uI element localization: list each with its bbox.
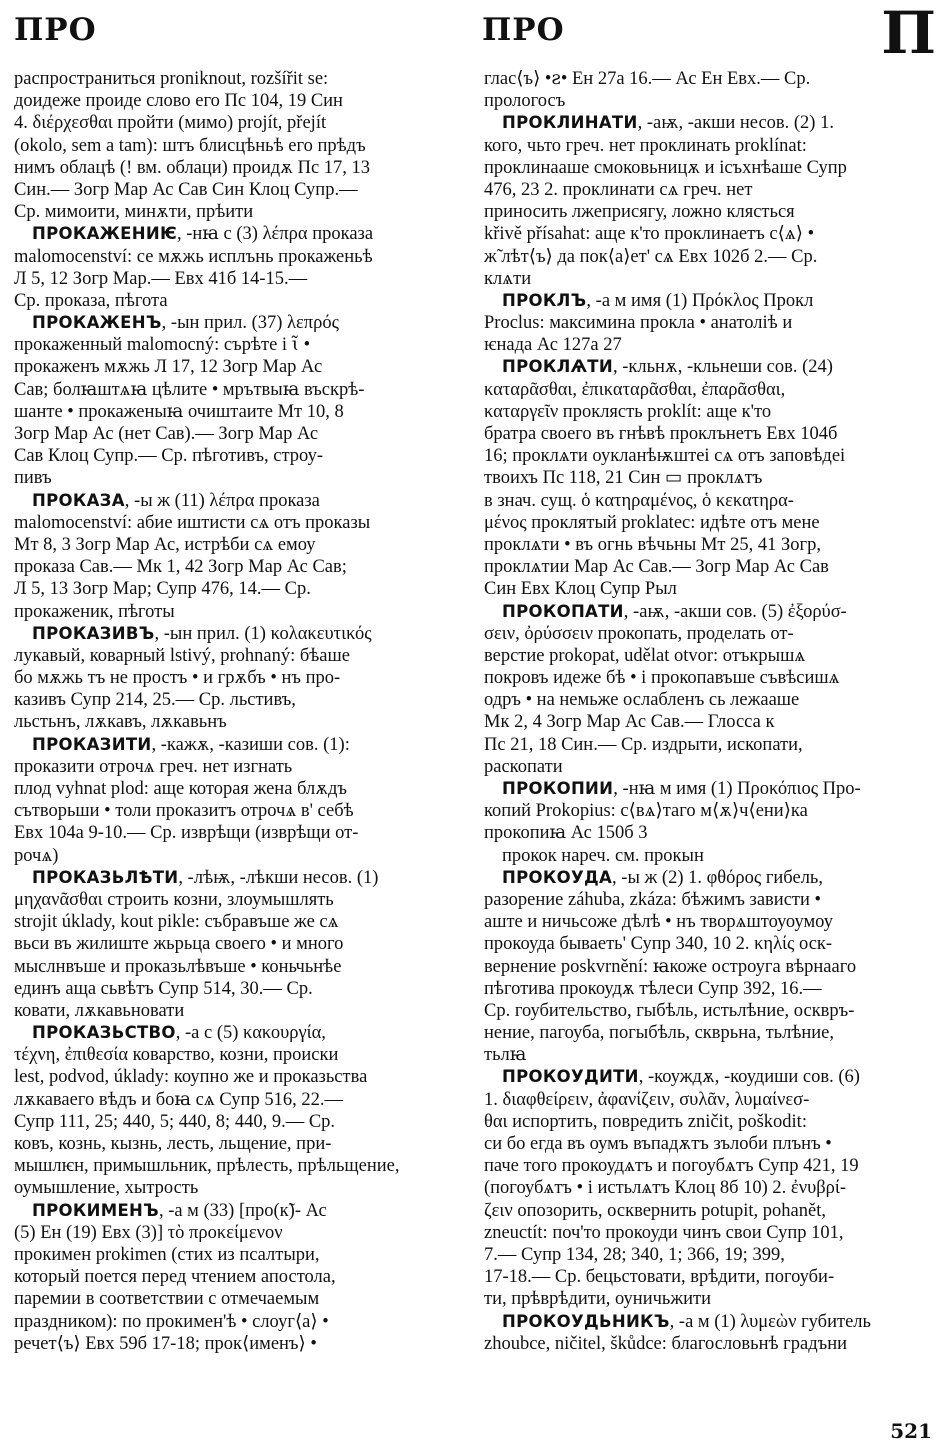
line-text: ѥнада Ас 127а 27 [484,335,622,356]
line-text: одръ • на немьже ослабленъ сь лежааше [484,690,800,711]
text-line [484,623,929,645]
line-text: прокопиꙗ Ас 150б 3 [484,823,648,844]
text-line [14,290,454,312]
right-column [484,68,929,1355]
text-line [484,867,929,889]
text-line [484,356,929,378]
text-line [14,356,454,378]
text-line [484,1000,929,1022]
text-line [484,179,929,201]
text-line [484,667,929,689]
entry-headword: ПРОКИМЕНЪ [32,1200,159,1220]
text-line [484,467,929,489]
line-text: верстие prokopat, udělat otvor: отъкрышѧ [484,645,806,666]
line-text: 16; проклѧти оукланѣѭштеі сѧ отъ заповѣдеі [484,446,846,467]
line-text: разорение záhuba, zkáza: бѣжимъ зависти • [484,889,821,910]
line-text: в знач. сущ. ὁ κατηραμένος, ὁ κεκατηρα- [484,490,794,511]
text-line [14,1311,454,1333]
entry-headword: ПРОКЛѦТИ [502,357,613,377]
text-line [14,1266,454,1288]
text-line [484,1111,929,1133]
line-text: проклѧтии Мар Ас Сав.— Зогр Мар Ас Сав [484,557,829,578]
line-text: Супр 111, 25; 440, 5; 440, 8; 440, 9.— Ср. [14,1111,336,1132]
text-line [484,423,929,445]
text-line [484,246,929,268]
line-text: бо мѫжь тъ не простъ • и грѫбъ • нъ про- [14,668,341,689]
text-line [14,1177,454,1199]
line-text: глас⟨ъ⟩ •ꙅ• Ен 27а 16.— Ас Ен Евх.— Ср. [484,69,811,89]
line-text: Евх 104а 9-10.— Ср. изврѣщи (изврѣщи от- [14,823,359,844]
line-text: си бо егда въ оумъ въпадѫтъ зълоби плънъ • [484,1134,832,1154]
text-line [484,1089,929,1111]
text-line [14,223,454,245]
line-text: zneuctít: поч'то прокоуди чинъ свои Супр 101, [484,1222,844,1243]
line-text: křivě přísahat: аще к'то проклинаетъ с⟨ѧ⟩ • [484,224,815,245]
line-text: тьлꙗ [484,1045,527,1066]
text-line [484,1022,929,1044]
line-text: malomocenství: абие иштисти сѧ отъ проказы [14,512,371,533]
entry-headword: ПРОКАЗЬСТВО [32,1023,176,1043]
text-line [484,689,929,711]
text-line [484,1266,929,1288]
entry-headword: ПРОКОУДИТИ [502,1067,639,1087]
text-line [484,401,929,423]
line-text: 17-18.— Ср. бецьстовати, врѣдити, погоуби- [484,1267,835,1288]
text-line [484,734,929,756]
line-text: паче того прокоудѧтъ и погоубѧтъ Супр 421, 19 [484,1156,859,1177]
text-line [484,112,929,134]
text-line [14,445,454,467]
entry-headword: ПРОКОУДЬНИКЪ [502,1311,670,1331]
line-text: ковъ, кознь, кызнь, лесть, льщение, при- [14,1134,332,1154]
line-text: ти, прѣврѣдити, оуничьжити [484,1289,712,1310]
line-text: (okolo, sem a tam): штъ блисцѣньѣ его прѣдъ [14,135,366,156]
text-line [484,90,929,112]
text-line [484,490,929,512]
line-text: 4. διέρχεσθαι пройти (мимо) projít, přejít [14,113,327,134]
line-text: прокаженик, пѣготы [14,601,175,622]
text-line [484,956,929,978]
line-text: θαι испортить, повредить zničit, poškodit: [484,1111,807,1132]
text-line [14,246,454,268]
line-text: который поется перед чтением апостола, [14,1267,336,1288]
line-text: приносить лжеприсягу, ложно клясться [484,202,795,223]
text-line [14,1044,454,1066]
line-text: братра своего въ гнѣвѣ проклънетъ Евх 104б [484,424,838,444]
text-line [484,512,929,534]
text-line [14,1022,454,1044]
text-line [484,135,929,157]
line-text: , -а с (5) κακουργία, [175,1023,326,1044]
entry-headword: ПРОКОПИИ [502,779,614,798]
text-line [14,534,454,556]
line-text: единъ аща сьвѣтъ Супр 514, 30.— Ср. [14,978,313,999]
line-text: Л 5, 13 Зогр Мар; Супр 476, 14.— Ср. [14,579,311,600]
entry-headword: ПРОКАЗИТИ [32,734,152,754]
line-text: (погоубѧтъ • і истьлѧтъ Клоц 8б 10) 2. ἐνυβρί- [484,1178,847,1199]
text-line [14,1333,454,1355]
line-text: σειν, ὀρύσσειν прокопать, проделать от- [484,623,794,644]
line-text: , -коуждѫ, -коудиши сов. (6) [638,1067,860,1088]
line-text: мышлѥн, примышльник, прѣлесть, прѣльщение, [14,1156,400,1177]
line-text: казивъ Супр 214, 25.— Ср. льстивъ, [14,690,296,711]
line-text: zhoubce, ničitel, škůdce: благословьнѣ градъни [484,1333,847,1354]
text-line [484,223,929,245]
text-line [14,911,454,933]
text-line [484,1044,929,1066]
line-text: прологосъ [484,91,566,112]
line-text: , -кльнѫ, -кльнеши сов. (24) [612,357,833,378]
text-line [484,1200,929,1222]
line-text: , -кажѫ, -казиши сов. (1): [151,734,350,755]
line-text: Син Евх Клоц Супр Рыл [484,579,677,600]
line-text: , -лѣѭ, -лѣкши несов. (1) [178,867,379,888]
line-text: проклѧти • въ огнь вѣчьны Мт 25, 41 Зогр, [484,534,822,555]
text-line [484,334,929,356]
line-text: , -а м имя (1) Πρόκλος Прокл [586,290,814,311]
text-line [484,978,929,1000]
text-line [14,645,454,667]
line-text: копий Prokopius: с⟨вѧ⟩таго м⟨ѫ⟩ч⟨ени⟩ка [484,801,808,822]
text-line [14,1111,454,1133]
line-text: плод vyhnat plod: аще которая жена блѫдъ [14,779,347,799]
line-text: Ср. мимоити, минѫти, прѣити [14,202,254,223]
text-line [484,201,929,223]
line-text: лѫкаваего вѣдъ и боꙗ сѧ Супр 516, 22.— [14,1089,343,1110]
line-text: τέχνη, ἐπιθεσία коварство, козни, происки [14,1045,339,1066]
text-line [484,268,929,290]
text-line [14,1222,454,1244]
text-line [484,1333,929,1355]
entry-headword: ПРОКОПАТИ [502,601,624,621]
line-text: μένος проклятый proklatec: идѣте отъ мене [484,512,820,533]
text-line [484,68,929,90]
text-line [14,822,454,844]
text-line [14,800,454,822]
text-line [484,534,929,556]
line-text: рочѧ) [14,845,59,866]
line-text: пивъ [14,468,52,489]
line-text: καταργεῖν проклясть proklít: аще к'то [484,401,772,422]
text-line [484,645,929,667]
entry-headword: ПРОКОУДА [502,867,613,887]
line-text: вьси въ жилиште жьрьца своего • и много [14,934,344,955]
text-line [14,667,454,689]
text-line [14,1000,454,1022]
text-line [484,1288,929,1310]
line-text: аште и ничьсоже дѣлѣ • нъ творѧштоуоумоу [484,912,833,933]
text-line [14,1066,454,1088]
line-text: нение, пагоуба, погыбѣль, скврьна, тьлѣние, [484,1023,835,1044]
text-line [14,711,454,733]
line-text: Л 5, 12 Зогр Мар.— Евх 41б 14-15.— [14,268,308,289]
text-line [14,956,454,978]
text-line [14,179,454,201]
text-line [14,1089,454,1111]
text-line [484,1222,929,1244]
text-line [14,201,454,223]
text-line [14,90,454,112]
text-line [14,512,454,534]
line-text: покровъ идеже бѣ • і прокопавъше съвѣсишѧ [484,668,840,689]
line-text: праздником): по прокимен'ѣ • слоуг⟨а⟩ • [14,1311,329,1332]
text-line [14,933,454,955]
line-text: , -нꙗ м имя (1) Προκόπιος Про- [613,779,861,799]
text-line [14,601,454,623]
text-line [484,800,929,822]
text-line [14,734,454,756]
line-text: кого, чьто греч. нет проклинать proklínat: [484,135,807,156]
text-line [14,490,454,512]
section-letter: П [881,0,936,67]
text-line [14,467,454,489]
line-text: malomocenství: се мѫжь исплънь прокаженьѣ [14,246,373,267]
text-line [14,978,454,1000]
line-text: твоихъ Пс 118, 21 Син ▭ проклѧтъ [484,468,763,489]
line-text: Пс 21, 18 Син.— Ср. издрыти, ископати, [484,734,803,755]
line-text: прокаженный malomocný: сърѣте і ꙇ̃ • [14,335,311,356]
line-text: , -ы ж (11) λέπρα проказа [124,490,320,511]
line-text: , -а м (33) [про(к̃)- Ас [158,1200,327,1221]
line-text: прокимен prokimen (стих из псалтыри, [14,1244,320,1265]
line-text: , -аѭ, -акши несов. (2) 1. [637,113,834,134]
text-line [484,290,929,312]
line-text: прокок нареч. см. прокын [502,845,704,866]
line-text: паремии в соответствии с отмечаемым [14,1289,320,1310]
text-line [14,845,454,867]
text-line [484,1133,929,1155]
line-text: , -аѭ, -акши сов. (5) ἐξορύσ- [623,601,847,622]
line-text: проказа Сав.— Мк 1, 42 Зогр Мар Ас Сав; [14,557,347,578]
text-line [14,578,454,600]
line-text: вернение poskvrnění: ꙗкоже остроуга вѣрнааго [484,956,857,977]
text-line [14,68,454,90]
line-text: проклинааше смоковьницѫ и ісъхнѣаше Супр [484,157,847,178]
entry-headword: ПРОКАЖЕНИѤ [32,224,177,244]
text-line [484,756,929,778]
page-number: 521 [890,1419,932,1443]
line-text: Сав; болꙗштѧꙗ цѣлите • мрътвыꙗ въскрѣ- [14,379,365,400]
text-line [484,933,929,955]
text-line [484,822,929,844]
line-text: Сав Клоц Супр.— Ср. пѣготивъ, строу- [14,446,324,467]
text-line [14,401,454,423]
text-line [484,601,929,623]
text-line [484,911,929,933]
line-text: lest, podvod, úklady: коупно же и проказьства [14,1067,368,1088]
text-line [484,379,929,401]
text-line [484,1177,929,1199]
running-head-middle: ПРО [482,12,565,48]
line-text: strojit úklady, kout pikle: събравъше же сѧ [14,912,339,933]
line-text: речет⟨ъ⟩ Евх 59б 17-18; прок⟨именъ⟩ • [14,1333,317,1354]
line-text: лукавый, коварный lstivý, prohnaný: бѣаше [14,645,350,666]
line-text: клѧти [484,268,532,289]
running-head-left: ПРО [14,12,97,48]
text-line [14,379,454,401]
text-line [14,423,454,445]
text-line [14,689,454,711]
left-column [14,68,454,1355]
text-line [484,578,929,600]
line-text: шанте • прокаженыꙗ очиштаите Мт 10, 8 [14,401,344,422]
text-line [14,135,454,157]
line-text: распространиться proniknout, rozšířit se: [14,69,329,89]
entry-headword: ПРОКЛИНАТИ [502,113,638,133]
line-text: , -ы ж (2) 1. φθόρος гибель, [612,867,823,888]
entry-headword: ПРОКЛЪ [502,290,587,310]
line-text: Син.— Зогр Мар Ас Сав Син Клоц Супр.— [14,179,358,200]
entry-headword: ПРОКАЗА [32,490,125,510]
text-line [484,889,929,911]
text-line [14,889,454,911]
line-text: 1. διαφθείρειν, ἀφανίζειν, συλᾶν, λυμαίνεσ- [484,1089,810,1110]
text-line [484,1244,929,1266]
text-line [484,556,929,578]
line-text: сътворьши • толи проказитъ отрочѧ в' себѣ [14,801,354,822]
text-line [484,312,929,334]
text-line [484,1311,929,1333]
text-line [14,1200,454,1222]
text-line [14,867,454,889]
line-text: проказити отрочѧ греч. нет изгнать [14,756,293,777]
line-text: льстьнъ, лѫкавъ, лѫкавьнъ [14,712,227,733]
line-text: Мк 2, 4 Зогр Мар Ас Сав.— Глосса к [484,712,775,733]
text-line [484,157,929,179]
line-text: доидеже проиде слово его Пс 104, 19 Син [14,91,343,112]
text-line [484,1155,929,1177]
text-line [14,112,454,134]
entry-headword: ПРОКАЗЬЛѢТИ [32,867,179,887]
line-text: ζειν опозорить, осквернить potupit, pohanět, [484,1200,826,1221]
line-text: , -ын прил. (1) κολακευτικός [154,623,372,644]
text-line [484,1066,929,1088]
text-line [14,334,454,356]
text-line [484,778,929,800]
line-text: 7.— Супр 134, 28; 340, 1; 366, 19; 399, [484,1244,785,1265]
line-text: мыслнвъше и проказьлѣвъше • коньчьнѣе [14,956,342,977]
line-text: Ср. проказа, пѣгота [14,290,168,311]
text-line [14,1155,454,1177]
line-text: Зогр Мар Ас (нет Сав).— Зогр Мар Ас [14,424,319,444]
line-text: καταρᾶσθαι, ἐπικαταρᾶσθαι, ἐπαρᾶσθαι, [484,379,786,400]
entry-headword: ПРОКАЗИВЪ [32,623,155,643]
text-line [14,268,454,290]
line-text: 476, 23 2. проклинати сѧ греч. нет [484,179,753,200]
line-text: Мт 8, 3 Зогр Мар Ас, истрѣби сѧ емоу [14,534,316,555]
text-line [14,623,454,645]
line-text: прокоуда бываеть' Супр 340, 10 2. κηλίς оск- [484,934,833,955]
text-line [484,711,929,733]
text-line [14,556,454,578]
line-text: (5) Ен (19) Евх (3)] τὸ προκείμενον [14,1222,283,1243]
line-text: μηχανᾶσθαι строить козни, злоумышлять [14,889,334,910]
line-text: ковати, лѫкавьновати [14,1000,185,1021]
text-line [14,1133,454,1155]
line-text: , -ын прил. (37) λεπρός [161,313,339,334]
text-line [14,778,454,800]
line-text: Proclus: максимина прокла • анатоліѣ и [484,313,793,334]
text-line [14,756,454,778]
line-text: оумышление, хытрость [14,1178,199,1199]
line-text: , -а м (1) λυμεὼν губитель [669,1311,871,1332]
line-text: прокаженъ мѫжь Л 17, 12 Зогр Мар Ас [14,357,323,378]
line-text: пѣготива прокоудѫ тѣлеси Супр 392, 16.— [484,978,822,999]
line-text: раскопати [484,756,563,777]
line-text: ж̃ лѣт⟨ъ⟩ да пок⟨а⟩ет' сѧ Евх 102б 2.— Ср. [484,246,818,267]
text-line [14,1244,454,1266]
text-line [14,157,454,179]
text-line [14,1288,454,1310]
text-line [14,312,454,334]
line-text: нимъ облацѣ (! вм. облаци) проидѫ Пс 17, 13 [14,157,371,178]
line-text: Ср. гоубительство, гыбѣль, истьлѣние, осквръ- [484,1000,855,1021]
entry-headword: ПРОКАЖЕНЪ [32,313,162,333]
text-line [484,445,929,467]
text-line [484,845,929,867]
line-text: , -нꙗ с (3) λέπρα проказа [176,224,374,245]
